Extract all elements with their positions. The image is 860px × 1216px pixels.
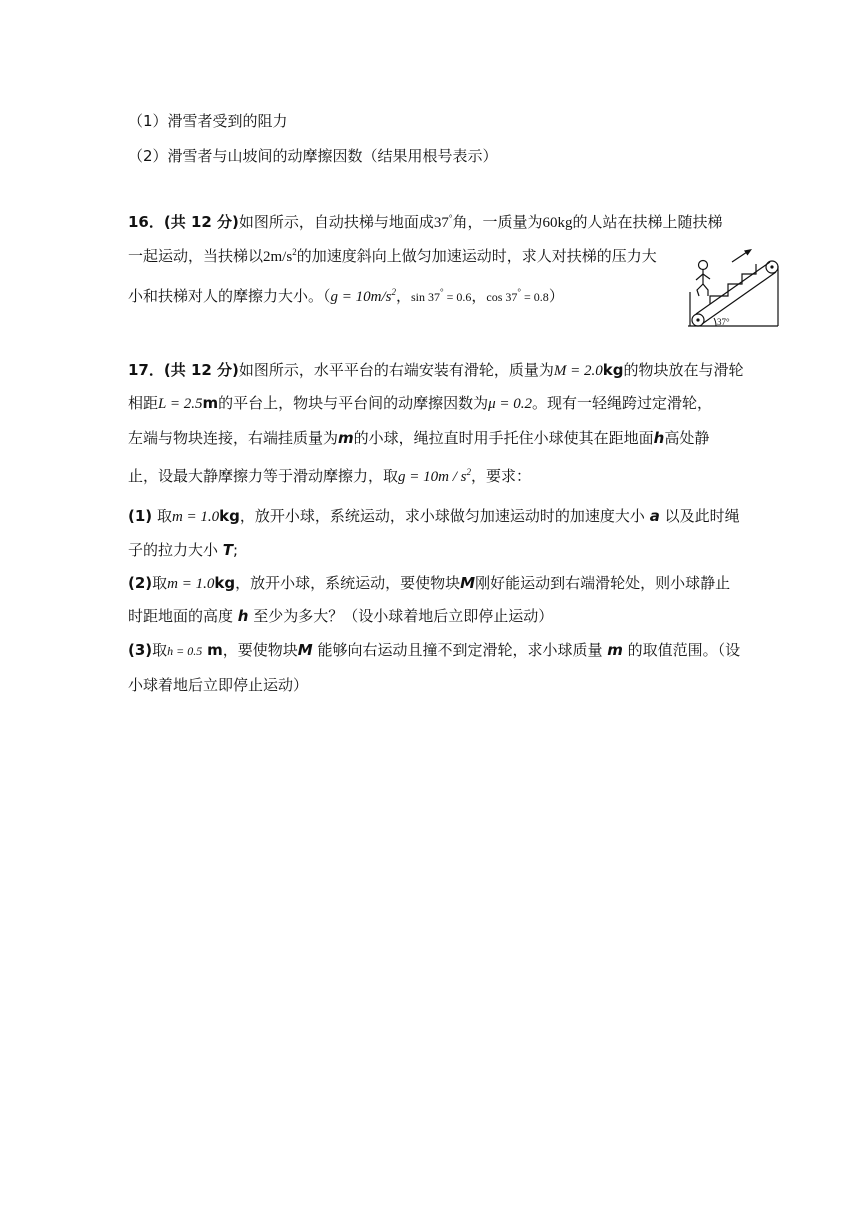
q15-part2: （2）滑雪者与山坡间的动摩擦因数（结果用根号表示） (128, 147, 498, 165)
q17-part3-line-1 (128, 640, 740, 661)
q17-number: 17． (128, 361, 164, 379)
q17-part2-line-1 (128, 573, 730, 594)
q15-part1: （1）滑雪者受到的阻力 (128, 112, 288, 130)
person-arm-left (696, 274, 703, 280)
q17-unit: kg (214, 574, 236, 592)
q17-score: (共 12 分) (163, 361, 239, 379)
escalator-diagram (686, 248, 782, 332)
q16-close-paren: ） (548, 287, 564, 305)
q16-text: 的人站在扶梯上随扶梯 (572, 213, 723, 231)
q17-text: 如图所示，水平平台的右端安装有滑轮，质量为 (238, 361, 554, 379)
q17-distance: L = 2.5 (158, 396, 203, 412)
person-head (699, 261, 708, 270)
q17-text: 高处静 (664, 429, 710, 447)
q17-text: 取 (152, 641, 168, 659)
q17-block-mass: M = 2.0 (553, 363, 603, 379)
q16-line-3 (128, 286, 564, 307)
q17-text: 左端与物块连接，右端挂质量为 (128, 429, 339, 447)
q17-text: 的物块放在与滑轮 (623, 361, 744, 379)
q17-text: 的平台上，物块与平台间的动摩擦因数为 (218, 394, 489, 412)
q16-score: (共 12 分) (163, 213, 239, 231)
q17-text: 的小球，绳拉直时用手托住小球使其在距地面 (353, 429, 654, 447)
q16-text: 角，一质量为 (452, 213, 543, 231)
q17-var-T: T (222, 541, 234, 559)
q17-text: ，要求： (470, 467, 531, 485)
q17-var-a: a (649, 507, 660, 525)
q17-var-m: m (338, 429, 354, 447)
q17-friction-coefficient: μ = 0.2 (488, 396, 533, 412)
q16-angle: 37° (433, 213, 453, 231)
q17-text: 能够向右运动且撞不到定滑轮，求小球质量 (317, 641, 603, 659)
q17-line-4 (128, 466, 531, 487)
q16-gravity: $g = 10m/s^2$ (330, 287, 396, 305)
person-leg-left (697, 284, 703, 296)
q16-number: 16． (128, 213, 164, 231)
arrow-icon (744, 249, 752, 256)
q17-line-1 (128, 360, 744, 381)
q17-part3-line-2: 小球着地后立即停止运动） (128, 676, 309, 694)
q17-text: 相距 (128, 394, 159, 412)
q17-text: ，要使物块 (222, 641, 298, 659)
escalator-steps (710, 264, 756, 304)
q17-line-2 (128, 393, 712, 414)
angle-arc (714, 318, 716, 326)
q16-separator: ， (471, 287, 487, 305)
belt-lower (702, 272, 776, 324)
q17-var-m: m (607, 641, 623, 659)
q17-var-M: M (297, 641, 313, 659)
q16-text: 的加速度斜向上做匀加速运动时，求人对扶梯的压力大 (296, 247, 657, 265)
q17-part2-line-2 (128, 606, 553, 626)
q17-text: 时距地面的高度 (128, 607, 234, 625)
angle-label: 37° (717, 317, 730, 327)
q17-text: 的取值范围。（设 (627, 641, 741, 659)
q17-var-h: h (237, 607, 249, 625)
q17-unit: m (207, 641, 223, 659)
q17-text: 止，设最大静摩擦力等于滑动摩擦力，取 (128, 467, 399, 485)
person-leg-right (703, 284, 708, 296)
q17-part1-tag: (1) (128, 507, 153, 525)
q17-text: 至少为多大？（设小球着地后立即停止运动） (253, 607, 554, 625)
q16-text: 如图所示，自动扶梯与地面成 (238, 213, 434, 231)
q17-ball-mass: m = 1.0 (171, 509, 220, 525)
q16-acceleration: $2m/s^2$ (263, 247, 297, 265)
q17-text: 刚好能运动到右端滑轮处，则小球静止 (475, 574, 731, 592)
q17-unit: kg (602, 361, 624, 379)
q17-line-3 (128, 428, 709, 448)
q17-height-value: h = 0.5 (167, 644, 203, 658)
q17-text: ，放开小球，系统运动，求小球做匀加速运动时的加速度大小 (239, 507, 645, 525)
q17-text: 子的拉力大小 (128, 541, 219, 559)
q17-text: 取 (152, 574, 168, 592)
q17-text: 以及此时绳 (664, 507, 740, 525)
q17-var-M: M (460, 574, 476, 592)
q16-text: 一起运动，当扶梯以 (128, 247, 264, 265)
q17-part1-line-1 (128, 506, 740, 527)
q17-unit: kg (219, 507, 240, 525)
q16-separator: ， (395, 287, 411, 305)
q17-gravity: $g = 10m / s^2$ (398, 467, 471, 485)
q17-part1-line-2 (128, 540, 238, 560)
q16-mass: 60kg (542, 215, 573, 231)
top-roller-axle (770, 265, 773, 268)
q17-var-h: h (653, 429, 665, 447)
q16-line-1 (128, 212, 723, 233)
q17-ball-mass: m = 1.0 (167, 576, 215, 592)
q16-cos: cos 37° = 0.8 (486, 287, 549, 304)
q16-line-2 (128, 246, 657, 267)
q17-part3-tag: (3) (128, 641, 153, 659)
q16-sin: sin 37° = 0.6 (411, 287, 472, 304)
q16-text: 小和扶梯对人的摩擦力大小。（ (128, 287, 331, 305)
q17-part2-tag: (2) (128, 574, 153, 592)
person-arm-right (703, 274, 710, 279)
q17-text: 取 (156, 507, 172, 525)
bottom-roller-axle (696, 318, 699, 321)
q17-text: 。现有一轻绳跨过定滑轮， (532, 394, 713, 412)
q17-unit: m (202, 394, 219, 412)
q17-text: ，放开小球，系统运动，要使物块 (235, 574, 461, 592)
q17-text: ; (233, 541, 239, 559)
